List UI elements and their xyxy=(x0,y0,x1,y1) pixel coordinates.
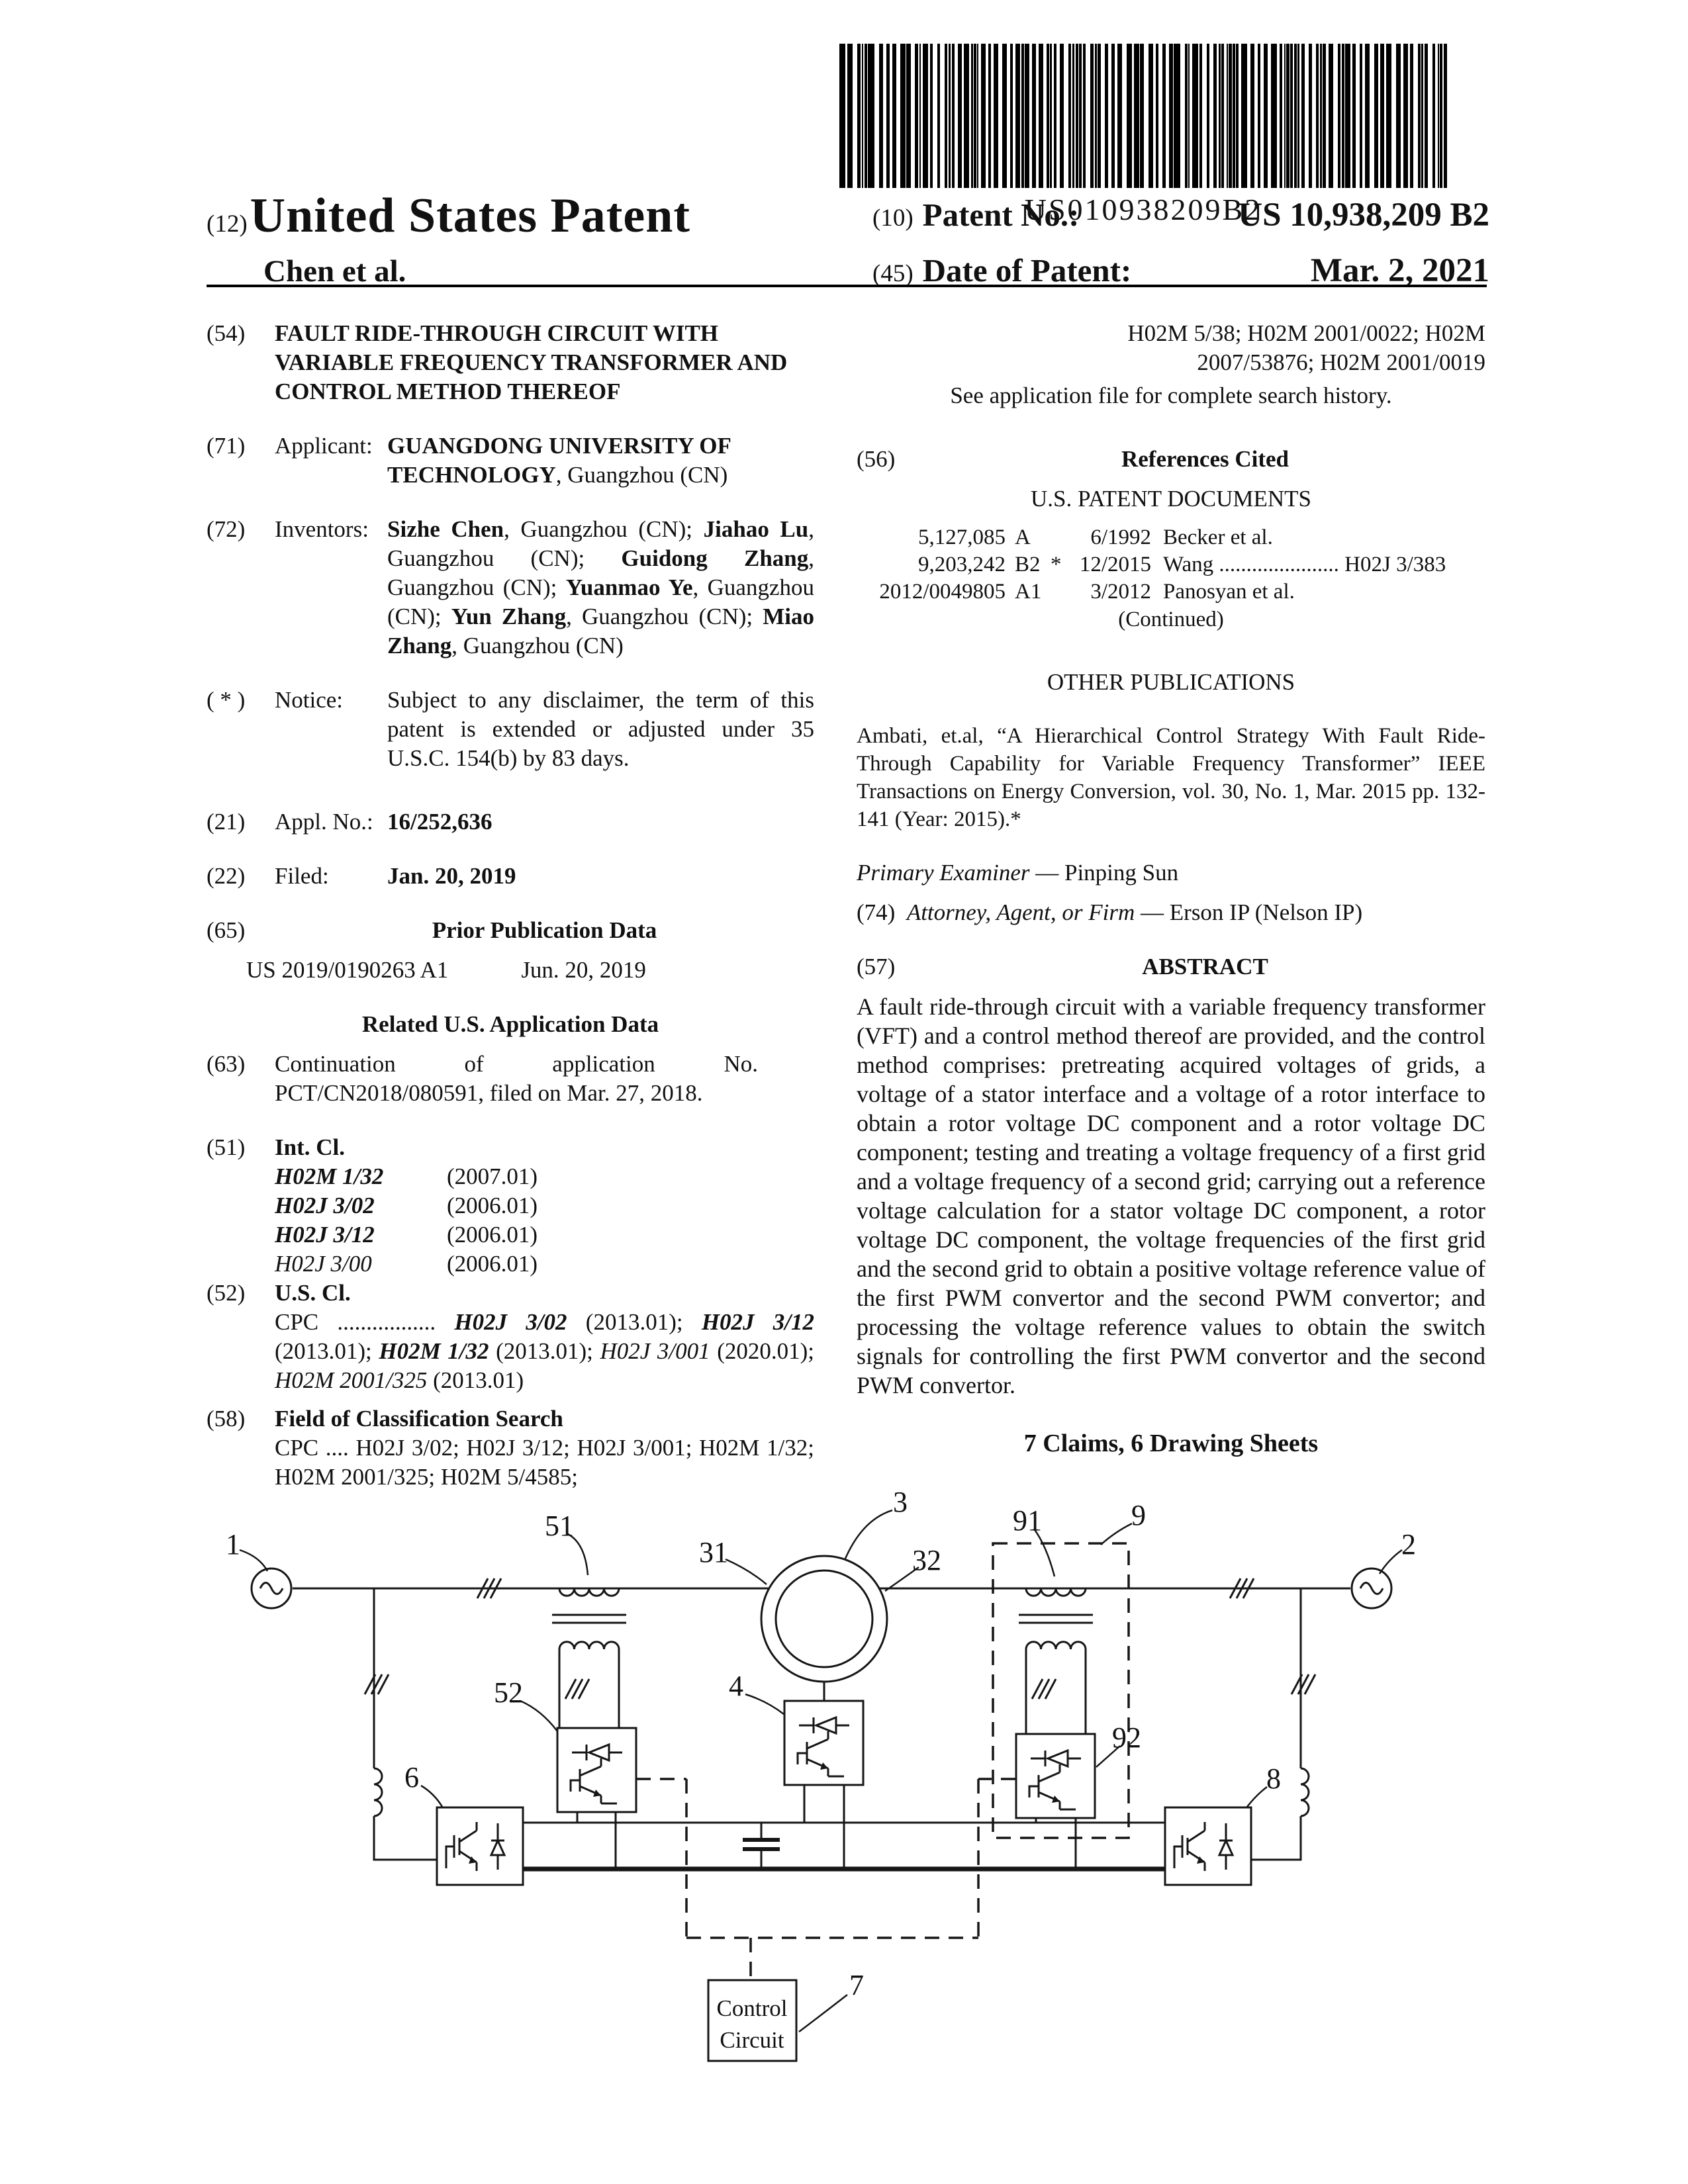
inventor-name: Guidong Zhang xyxy=(621,545,809,571)
ref-inventor: Wang xyxy=(1163,553,1214,576)
kind-code-10: (10) xyxy=(872,205,914,232)
circuit-diagram xyxy=(199,1484,1489,2152)
field-search-heading: Field of Classification Search xyxy=(275,1406,563,1432)
uscl-heading: U.S. Cl. xyxy=(275,1280,351,1306)
igbt-module-4-box xyxy=(784,1701,863,1785)
inventors-list xyxy=(387,515,814,660)
header-divider xyxy=(207,285,1487,287)
ref-date: 6/1992 xyxy=(1090,525,1151,549)
right-shunt-inductor-icon xyxy=(1301,1768,1309,1816)
transformer-51-icon xyxy=(552,1588,626,1649)
figure-label-3: 3 xyxy=(893,1486,908,1518)
inventor-location: , Guangzhou (CN); xyxy=(387,516,814,571)
intcl-row xyxy=(207,1162,814,1191)
primary-examiner-name: — Pinping Sun xyxy=(1029,860,1179,886)
intcl-row xyxy=(207,1250,814,1279)
figure-label-91: 91 xyxy=(1013,1504,1042,1537)
cpc-year: (2020.01); xyxy=(710,1338,814,1364)
reference-row xyxy=(857,524,1485,551)
section-63-num: (63) xyxy=(207,1051,246,1077)
appl-no-value: 16/252,636 xyxy=(387,809,492,835)
abstract-text: A fault ride-through circuit with a variable frequency transformer (VFT) and a control method thereof are provided, and the control method comprises: pretreating acquired voltages of grids, a voltage of a stator interface and a voltage of a rotor interface to obtain a rotor voltage DC component and a rotor voltage DC component; testing and treating a voltage frequency of a first grid and a voltage frequency of a second grid; carrying out a reference voltage calculation for a stator voltage DC component, a rotor voltage DC component, the voltage frequencies of the first grid and the second grid to obtain a positive voltage reference value of the first PWM convertor and the second PWM convertor; and processing the voltage reference values to obtain the switch signals for controlling the first PWM convertor and the second PWM convertor. xyxy=(857,993,1485,1398)
figure-label-32: 32 xyxy=(912,1544,941,1576)
notice-num: ( * ) xyxy=(207,687,246,713)
attorney-label: Attorney, Agent, or Firm xyxy=(906,899,1135,925)
section-56-heading xyxy=(857,445,1485,474)
section-22-filed xyxy=(207,862,814,891)
intcl-row xyxy=(207,1191,814,1220)
ref-star xyxy=(1051,524,1078,551)
vft-machine-outer xyxy=(761,1556,887,1682)
ref-date: 3/2012 xyxy=(1090,580,1151,604)
figure-label-52: 52 xyxy=(494,1676,523,1709)
intcl-code: H02J 3/12 xyxy=(275,1222,375,1248)
intcl-code: H02J 3/02 xyxy=(275,1193,375,1218)
intcl-year: (2007.01) xyxy=(447,1163,538,1189)
filed-date: Jan. 20, 2019 xyxy=(387,863,516,889)
control-circuit-label: Circuit xyxy=(720,2027,784,2053)
inventor-location: , Guangzhou (CN); xyxy=(566,604,763,629)
intcl-code: H02J 3/00 xyxy=(275,1251,372,1277)
section-65-num: (65) xyxy=(207,917,246,943)
right-column xyxy=(857,319,1485,1458)
patent-no-label: Patent No.: xyxy=(922,197,1080,233)
section-21-appl-no xyxy=(207,807,814,837)
other-publications-heading: OTHER PUBLICATIONS xyxy=(1047,669,1295,695)
inventor-name: Sizhe Chen xyxy=(387,516,504,542)
related-data-heading: Related U.S. Application Data xyxy=(361,1011,659,1037)
inventor-location: , Guangzhou (CN) xyxy=(451,633,624,659)
section-54-num: (54) xyxy=(207,320,246,346)
left-shunt-wire xyxy=(374,1816,437,1860)
igbt-module-52-box xyxy=(557,1728,636,1812)
section-54-title xyxy=(207,319,814,406)
barcode-bars-icon xyxy=(839,44,1447,188)
cpc-year: (2013.01); xyxy=(275,1338,379,1364)
transformer-51-leads xyxy=(559,1649,619,1728)
field-search-cont-line: 2007/53876; H02M 2001/0019 xyxy=(1197,349,1485,375)
cpc-code: H02M 2001/325 xyxy=(275,1367,428,1393)
intcl-year: (2006.01) xyxy=(447,1222,538,1248)
module-4-stubs xyxy=(804,1785,844,1869)
section-74-num: (74) xyxy=(857,899,896,925)
see-application-note: See application file for complete search history. xyxy=(950,383,1392,408)
ref-number: 2012/0049805 xyxy=(879,580,1006,604)
figure-label-9: 9 xyxy=(1131,1499,1146,1531)
applicant-location: , Guangzhou (CN) xyxy=(555,462,728,488)
ref-kind: B2 xyxy=(1015,553,1041,576)
applicant-label: Applicant: xyxy=(275,433,373,459)
reference-row xyxy=(857,578,1485,606)
prior-publication-line xyxy=(246,956,814,985)
spacer xyxy=(448,956,521,985)
figure-label-8: 8 xyxy=(1266,1762,1281,1795)
section-58-num: (58) xyxy=(207,1406,246,1432)
cpc-code: H02M 1/32 xyxy=(379,1338,489,1364)
page-title: United States Patent xyxy=(250,189,691,243)
notice-label: Notice: xyxy=(275,687,344,713)
uscl-cpc-text xyxy=(275,1308,814,1395)
date-of-patent: Mar. 2, 2021 xyxy=(1310,252,1489,289)
filed-label: Filed: xyxy=(275,863,329,889)
three-phase-mark-icon xyxy=(565,1679,589,1699)
three-phase-mark-icon xyxy=(365,1674,389,1694)
dc-link-capacitor-icon xyxy=(743,1840,780,1849)
section-22-num: (22) xyxy=(207,863,246,889)
publication-date: Jun. 20, 2019 xyxy=(521,957,646,983)
inventors-label: Inventors: xyxy=(275,516,369,542)
prior-publication-heading: Prior Publication Data xyxy=(432,917,657,943)
figure-label-92: 92 xyxy=(1112,1721,1141,1754)
control-signal-dashed-wires xyxy=(636,1779,1015,1980)
inventor-name: Yuanmao Ye xyxy=(565,574,693,600)
header-right xyxy=(872,196,1489,307)
igbt-module-4-icon xyxy=(798,1717,849,1776)
us-patent-documents-heading: U.S. PATENT DOCUMENTS xyxy=(1031,486,1311,512)
reference-row xyxy=(857,551,1485,578)
intcl-year: (2006.01) xyxy=(447,1251,538,1277)
ref-inventor: Panosyan et al. xyxy=(1163,580,1295,604)
ref-kind: A xyxy=(1015,525,1031,549)
field-search-cont-line: H02M 5/38; H02M 2001/0022; H02M xyxy=(1127,320,1485,346)
section-72-num: (72) xyxy=(207,516,246,542)
ac-source-2-icon xyxy=(1352,1569,1391,1608)
kind-code-45: (45) xyxy=(872,260,914,287)
module-92-stubs xyxy=(1036,1818,1076,1869)
intcl-row xyxy=(207,1220,814,1250)
inventor-name: Yun Zhang xyxy=(451,604,567,629)
patent-number-row xyxy=(872,196,1489,234)
module-52-stubs xyxy=(577,1812,616,1869)
converter-6-icon xyxy=(446,1822,504,1871)
igbt-module-52-icon xyxy=(571,1745,622,1803)
ref-inventor: Becker et al. xyxy=(1163,525,1273,549)
inventor-location: , Guangzhou (CN); xyxy=(387,574,814,629)
cpc-code: H02J 3/02 xyxy=(454,1309,567,1335)
applicant-name: GUANGDONG UNIVERSITY OF TECHNOLOGY xyxy=(387,433,731,488)
igbt-module-92-icon xyxy=(1029,1751,1081,1809)
inventor-location: , Guangzhou (CN); xyxy=(504,516,704,542)
three-phase-mark-icon xyxy=(1291,1674,1315,1694)
primary-examiner-label: Primary Examiner xyxy=(857,860,1030,886)
ref-date: 12/2015 xyxy=(1079,553,1151,576)
control-circuit-label: Control xyxy=(716,1995,788,2021)
figure-label-7: 7 xyxy=(849,1969,864,2001)
figure-label-31: 31 xyxy=(699,1536,728,1569)
section-51-intcl-heading xyxy=(207,1133,814,1162)
publication-number: US 2019/0190263 A1 xyxy=(246,957,449,983)
ac-source-1-icon xyxy=(252,1569,291,1608)
first-named-inventor: Chen et al. xyxy=(263,254,406,289)
section-58-heading xyxy=(207,1404,814,1433)
other-publications-text: Ambati, et.al, “A Hierarchical Control Strategy With Fault Ride-Through Capability for Variable Frequency Transformer” IEEE Transactions on Energy Conversion, vol. 30, No. 1, Mar. 2015 pp. 132-141 (Year: 2015).* xyxy=(857,724,1485,831)
cpc-code: H02J 3/001 xyxy=(600,1338,710,1364)
ref-name xyxy=(1163,551,1485,578)
left-shunt-inductor-icon xyxy=(374,1768,382,1816)
notice-text: Subject to any disclaimer, the term of this patent is extended or adjusted under 35 U.S.C. 154(b) by 83 days. xyxy=(387,687,814,771)
section-63-continuation xyxy=(207,1050,814,1108)
igbt-module-92-box xyxy=(1016,1734,1095,1818)
section-71-num: (71) xyxy=(207,433,246,459)
references-cited-heading: References Cited xyxy=(1121,446,1289,472)
figure-drawing xyxy=(199,1484,1489,2156)
claims-sheets-line: 7 Claims, 6 Drawing Sheets xyxy=(1023,1430,1319,1457)
ref-number: 9,203,242 xyxy=(918,553,1006,576)
kind-code-12: (12) xyxy=(207,210,248,238)
intcl-code: H02M 1/32 xyxy=(275,1163,384,1189)
ref-name xyxy=(1163,524,1485,551)
section-57-num: (57) xyxy=(857,954,896,979)
section-21-num: (21) xyxy=(207,809,246,835)
figure-label-4: 4 xyxy=(729,1670,743,1702)
figure-label-51: 51 xyxy=(545,1510,574,1542)
cpc-year: (2013.01) xyxy=(427,1367,524,1393)
continued-note: (Continued) xyxy=(1118,608,1224,631)
leader-dots: ................. xyxy=(337,1309,436,1335)
abstract-heading: ABSTRACT xyxy=(1142,954,1268,979)
figure-label-2: 2 xyxy=(1401,1528,1416,1561)
header-left xyxy=(207,188,690,289)
inventor-location: , Guangzhou (CN); xyxy=(387,545,814,600)
attorney-line xyxy=(857,898,1485,927)
ref-number: 5,127,085 xyxy=(918,525,1006,549)
section-65-heading xyxy=(207,916,814,945)
section-notice xyxy=(207,686,814,773)
section-52-uscl-heading xyxy=(207,1279,814,1308)
intcl-heading: Int. Cl. xyxy=(275,1134,345,1160)
ref-star: * xyxy=(1051,553,1062,576)
field-search-cpc: CPC .... H02J 3/02; H02J 3/12; H02J 3/001; H02M 1/32; H02M 2001/325; H02M 5/4585; xyxy=(275,1435,814,1490)
cpc-year: (2013.01); xyxy=(489,1338,600,1364)
section-51-num: (51) xyxy=(207,1134,246,1160)
section-71-applicant xyxy=(207,432,814,490)
section-52-num: (52) xyxy=(207,1280,246,1306)
primary-examiner-line xyxy=(857,858,1485,887)
figure-label-6: 6 xyxy=(404,1761,419,1794)
attorney-firm: — Erson IP (Nelson IP) xyxy=(1135,899,1363,925)
converter-8-icon xyxy=(1174,1822,1233,1871)
inventor-name: Jiahao Lu xyxy=(703,516,809,542)
invention-title: FAULT RIDE-THROUGH CIRCUIT WITH VARIABLE FREQUENCY TRANSFORMER AND CONTROL METHOD THEREOF xyxy=(275,320,788,404)
ref-class: H02J 3/383 xyxy=(1344,553,1446,576)
right-shunt-wire xyxy=(1251,1816,1301,1860)
three-phase-mark-icon xyxy=(1032,1679,1056,1699)
inventor-name: Miao Zhang xyxy=(387,604,814,659)
continuation-text: Continuation of application No. PCT/CN2018/080591, filed on Mar. 27, 2018. xyxy=(275,1051,758,1106)
leader-dots: ...................... xyxy=(1219,553,1339,576)
cpc-code: H02J 3/12 xyxy=(701,1309,814,1335)
transformer-91-icon xyxy=(1019,1588,1093,1649)
figure-label-1: 1 xyxy=(226,1528,240,1561)
section-57-heading xyxy=(857,952,1485,981)
section-56-num: (56) xyxy=(857,446,896,472)
intcl-year: (2006.01) xyxy=(447,1193,538,1218)
ref-name xyxy=(1163,578,1485,606)
section-72-inventors xyxy=(207,515,814,660)
ref-star xyxy=(1051,578,1078,606)
ref-kind: A1 xyxy=(1015,580,1042,604)
appl-no-label: Appl. No.: xyxy=(275,809,373,835)
barcode-number: US010938209B2 xyxy=(1024,193,1262,226)
applicant-value xyxy=(387,432,814,490)
date-of-patent-label: Date of Patent: xyxy=(922,252,1132,289)
left-column xyxy=(207,319,814,1492)
cpc-label: CPC xyxy=(275,1309,319,1335)
patent-number: US 10,938,209 B2 xyxy=(1238,197,1489,234)
cpc-year: (2013.01); xyxy=(567,1309,702,1335)
